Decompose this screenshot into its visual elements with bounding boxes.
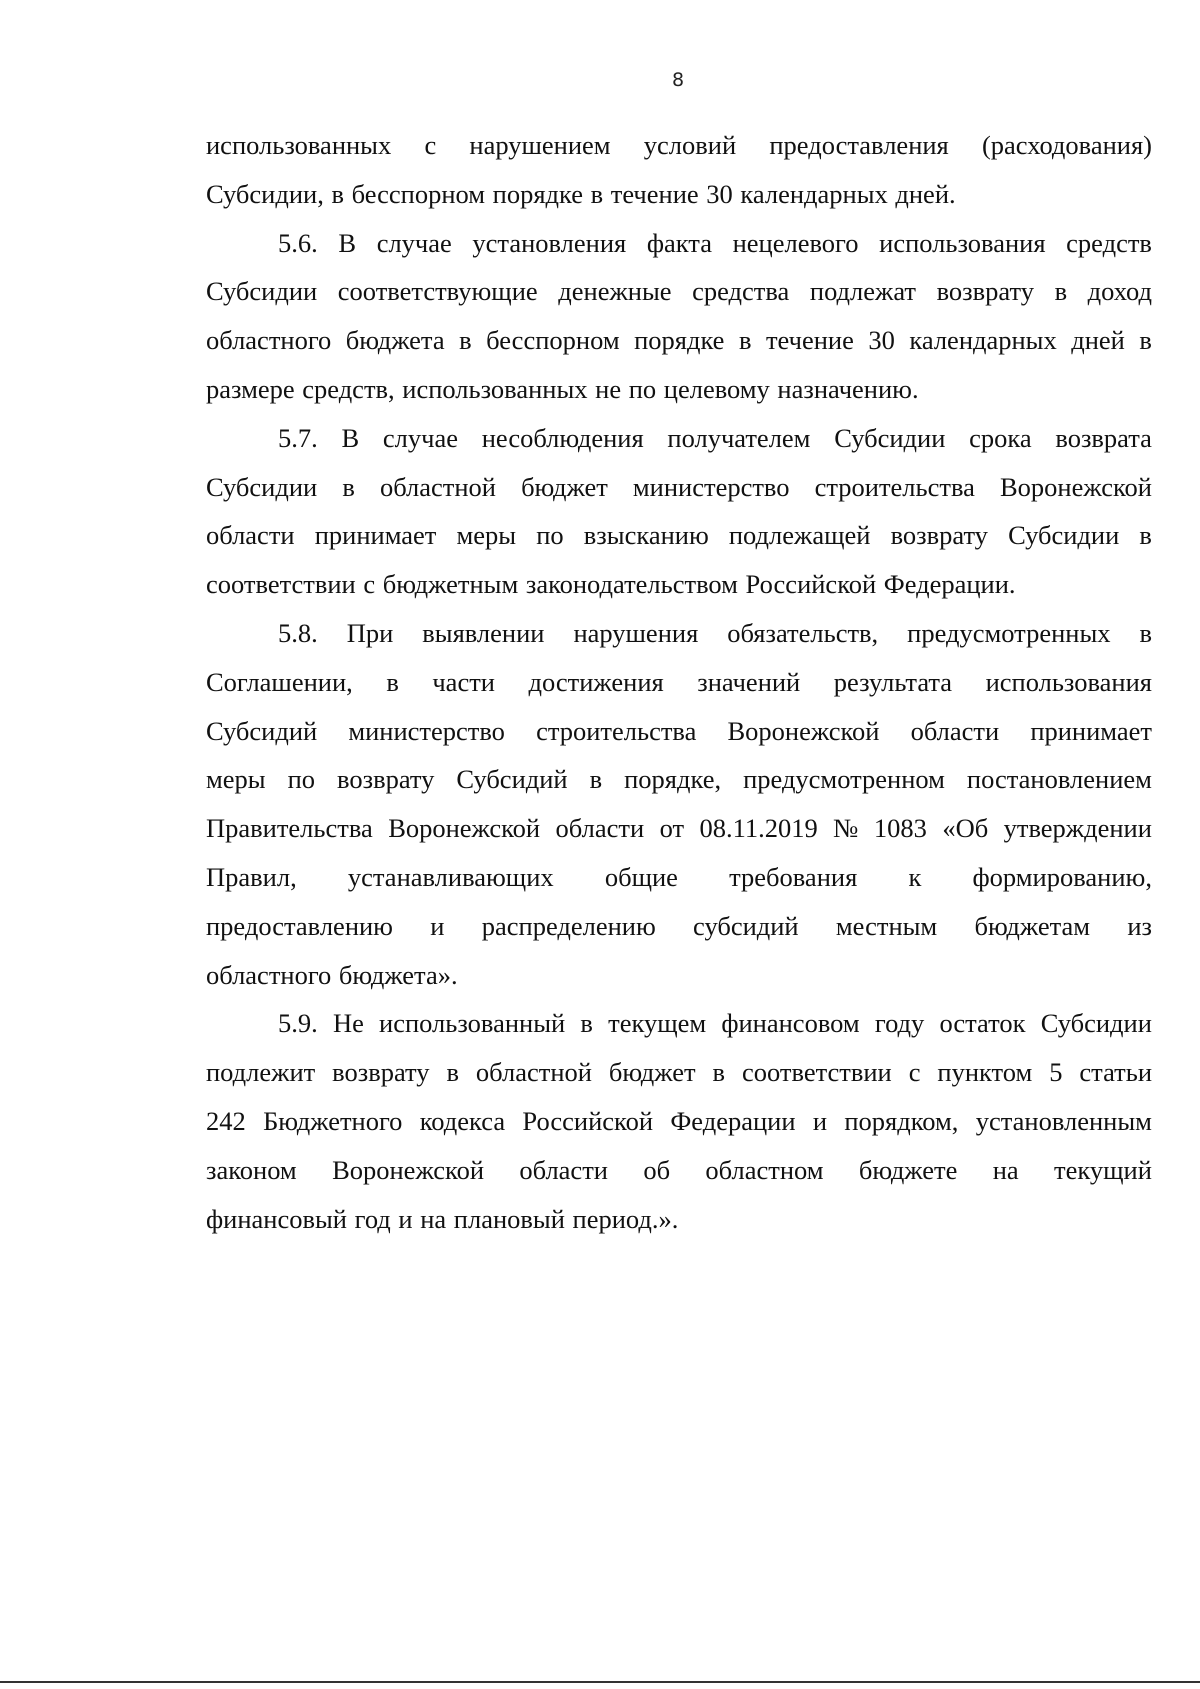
paragraph-p-5-6 (206, 219, 1152, 414)
text-line: областного бюджета в бесспорном порядке в течение 30 календарных дней в (206, 325, 1152, 356)
paragraph-p-5-8 (206, 609, 1152, 999)
text-line: использованных с нарушением условий предоставления (расходования) (206, 130, 1152, 160)
text-line: областного бюджета». (206, 959, 458, 990)
text-line: меры по возврату Субсидий в порядке, предусмотренном постановлением (206, 764, 1152, 795)
text-line: Субсидии, в бесспорном порядке в течение 30 календарных дней. (206, 178, 956, 209)
text-line: 5.9. Не использованный в текущем финансовом году остаток Субсидии (278, 1008, 1152, 1039)
text-line: Соглашении, в части достижения значений результата использования (206, 666, 1152, 697)
text-line: Субсидий министерство строительства Воронежской области принимает (206, 715, 1152, 746)
text-line: области принимает меры по взысканию подлежащей возврату Субсидии в (206, 520, 1152, 551)
text-line: Субсидии соответствующие денежные средства подлежат возврату в доход (206, 276, 1152, 307)
document-body (206, 121, 1152, 1243)
text-line: предоставлению и распределению субсидий местным бюджетам из (206, 910, 1152, 941)
text-line: соответствии с бюджетным законодательством Российской Федерации. (206, 569, 1016, 600)
page-number: 8 (671, 69, 685, 91)
text-line: 5.6. В случае установления факта нецелевого использования средств (278, 227, 1152, 258)
text-line: 242 Бюджетного кодекса Российской Федерации и порядком, установленным (206, 1105, 1152, 1136)
text-line: размере средств, использованных не по целевому назначению. (206, 373, 919, 404)
paragraph-p-5-9 (206, 999, 1152, 1243)
text-line: Субсидии в областной бюджет министерство строительства Воронежской (206, 471, 1152, 502)
text-line: Правительства Воронежской области от 08.11.2019 № 1083 «Об утверждении (206, 813, 1152, 844)
text-line: подлежит возврату в областной бюджет в соответствии с пунктом 5 статьи (206, 1057, 1152, 1088)
text-line: финансовый год и на плановый период.». (206, 1203, 679, 1234)
paragraph-p-cont (206, 121, 1152, 219)
paragraph-p-5-7 (206, 414, 1152, 609)
text-line: Правил, устанавливающих общие требования к формированию, (206, 861, 1152, 892)
page-bottom-edge (0, 1681, 1200, 1683)
text-line: 5.7. В случае несоблюдения получателем Субсидии срока возврата (278, 422, 1152, 453)
text-line: 5.8. При выявлении нарушения обязательств, предусмотренных в (278, 617, 1152, 648)
text-line: законом Воронежской области об областном бюджете на текущий (206, 1154, 1152, 1185)
